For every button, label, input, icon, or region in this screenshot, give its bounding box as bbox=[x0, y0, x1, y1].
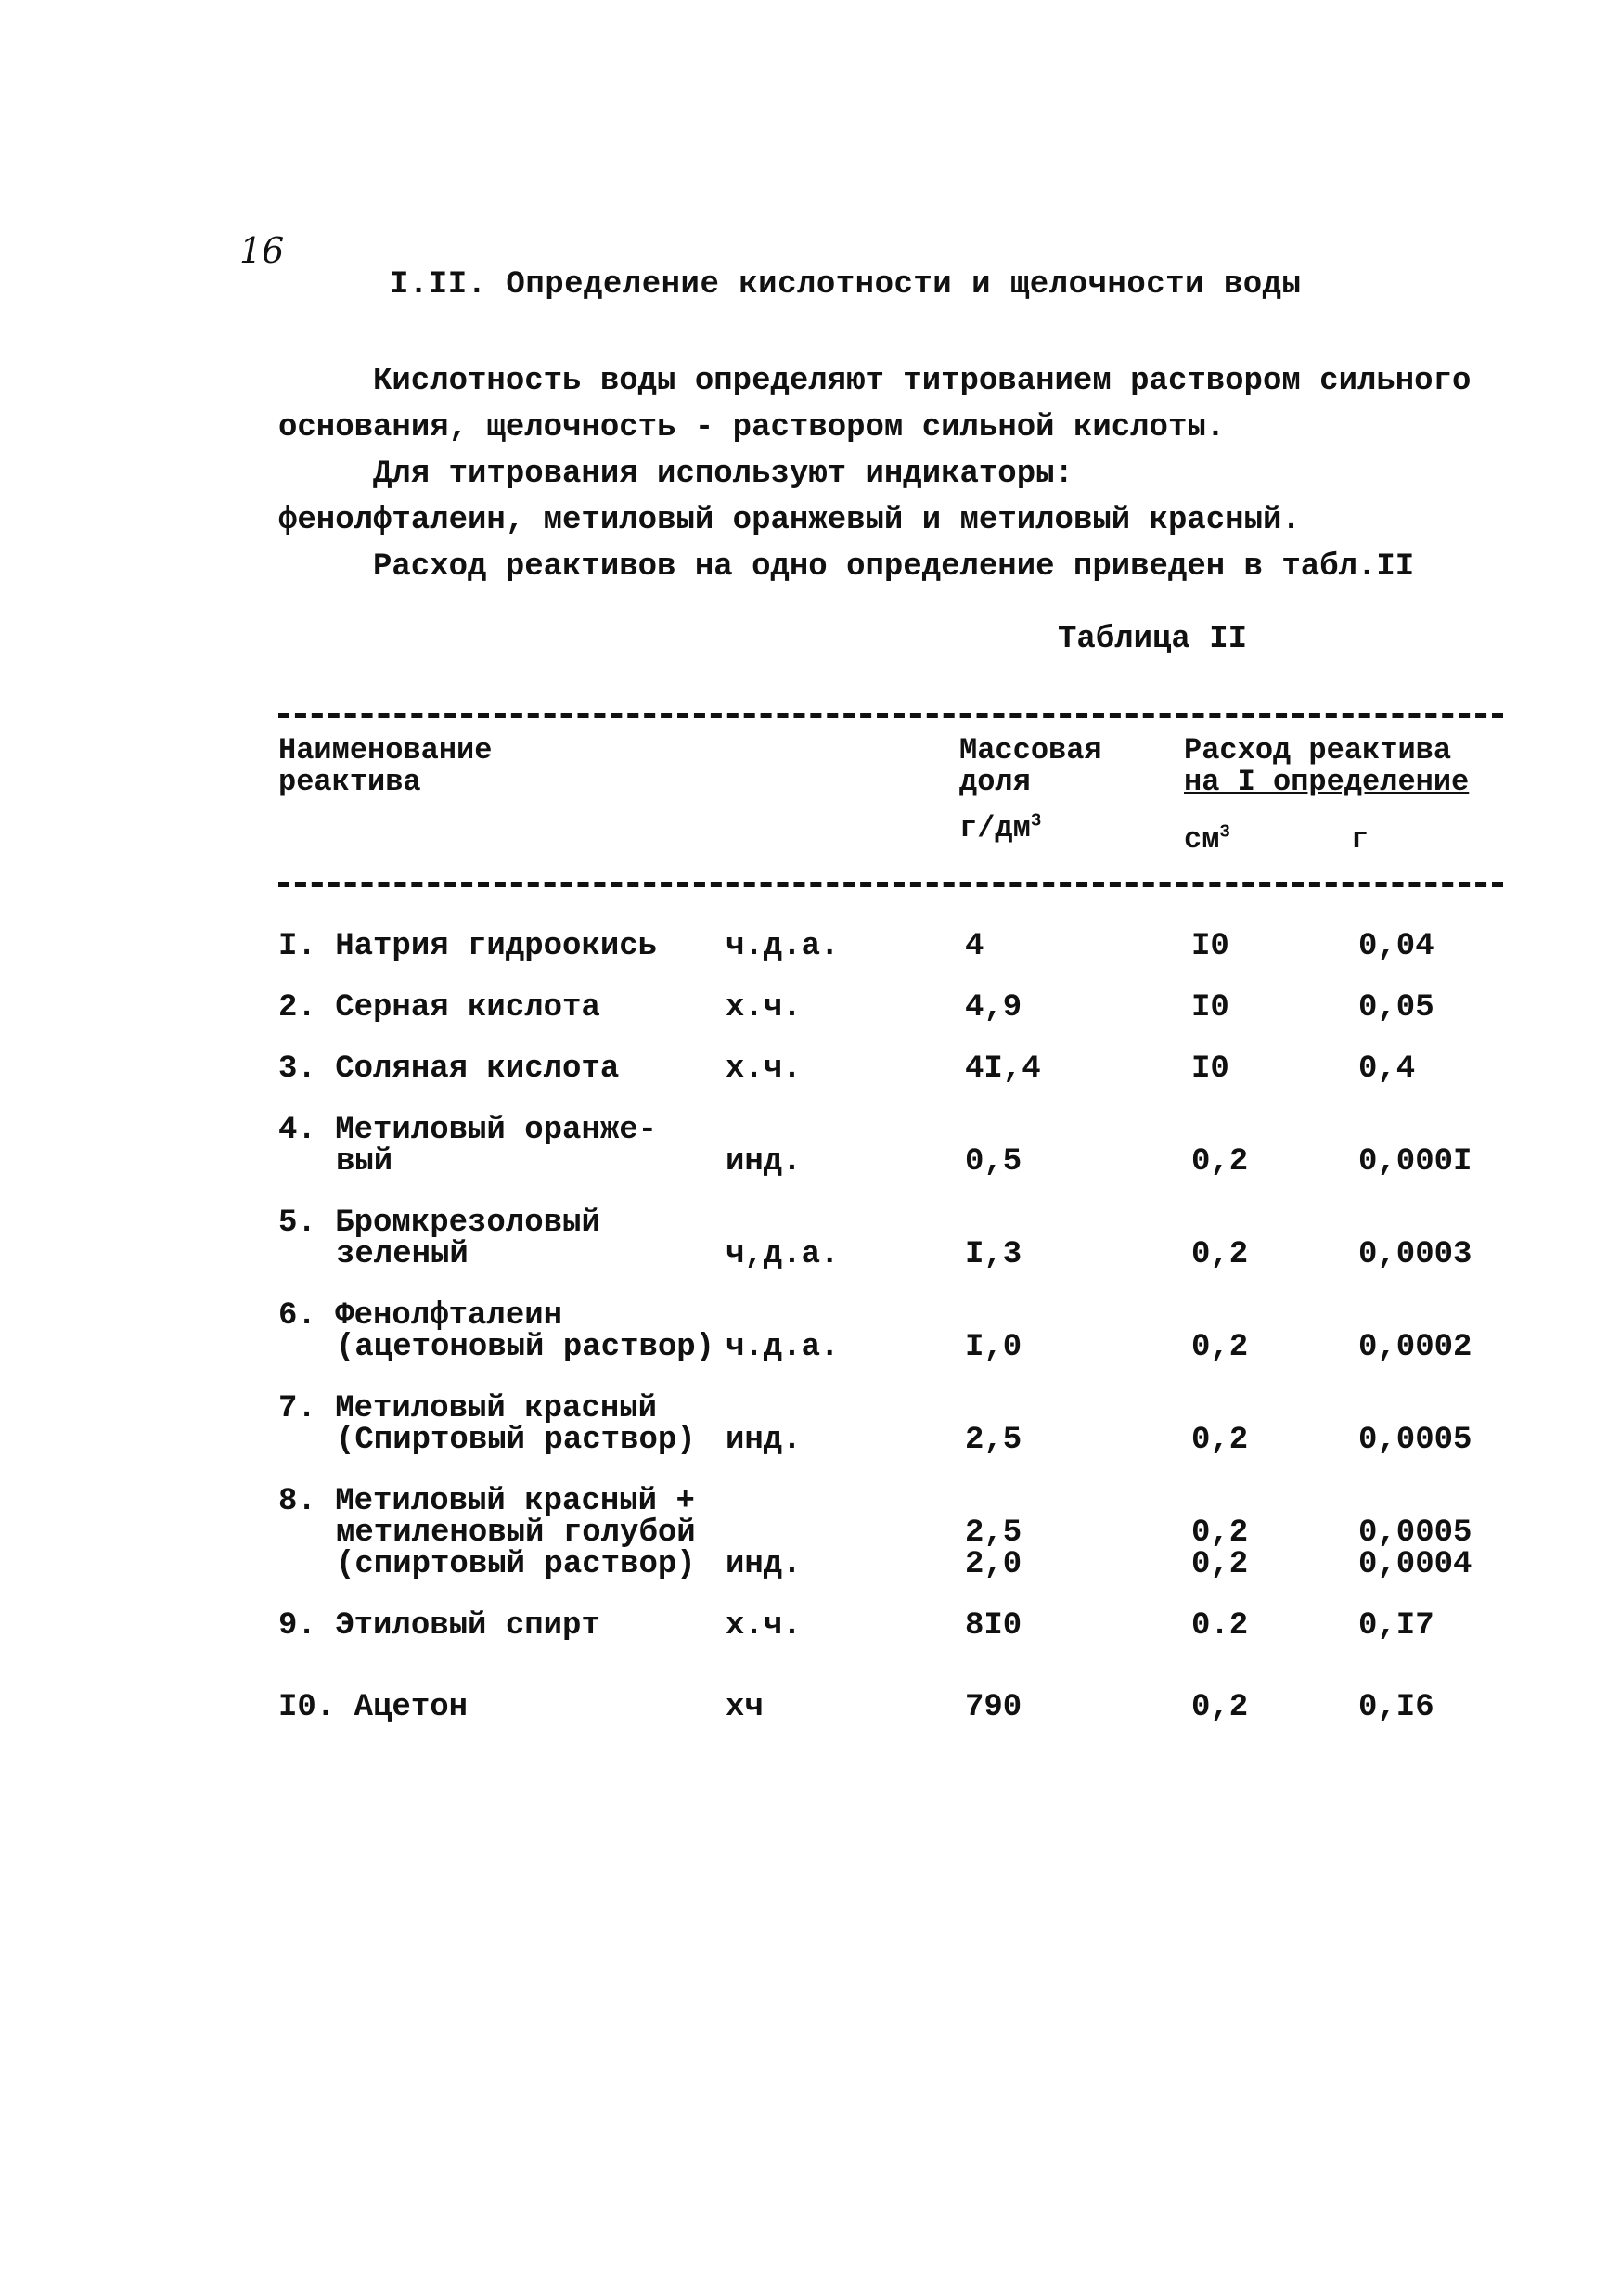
header-mass-line1: Массовая bbox=[959, 733, 1102, 767]
row-g: 0,000I bbox=[1358, 1144, 1472, 1180]
row-name-continuation: метиленовый голубой bbox=[336, 1516, 696, 1551]
row-mass: 790 bbox=[965, 1690, 1022, 1725]
header-name-line1: Наименование bbox=[278, 733, 493, 767]
paragraph-line: Расход реактивов на одно определение приведен в табл.II bbox=[373, 549, 1415, 585]
paragraph-line: фенолфталеин, метиловый оранжевый и метиловый красный. bbox=[278, 503, 1301, 538]
header-consumption-line1: Расход реактива bbox=[1184, 733, 1452, 767]
row-g: 0,0005 bbox=[1358, 1423, 1472, 1458]
row-mass: 4 bbox=[965, 929, 984, 964]
row-grade: х.ч. bbox=[726, 1608, 802, 1644]
row-cm3: 0,2 bbox=[1191, 1690, 1249, 1725]
row-cm3: I0 bbox=[1191, 990, 1229, 1025]
row-name: 9. Этиловый спирт bbox=[278, 1608, 600, 1644]
row-g: 0,05 bbox=[1358, 990, 1434, 1025]
row-cm3: 0,2 bbox=[1191, 1330, 1249, 1365]
row-cm3: 0.2 bbox=[1191, 1608, 1249, 1644]
row-cm3: I0 bbox=[1191, 929, 1229, 964]
row-grade: инд. bbox=[726, 1423, 802, 1458]
row-grade: ч.д.а. bbox=[726, 1330, 840, 1365]
row-name: I0. Ацетон bbox=[278, 1690, 469, 1725]
row-name-continuation: (ацетоновый раствор) bbox=[336, 1330, 715, 1365]
row-grade: инд. bbox=[726, 1547, 802, 1582]
row-cm3: 0,2 bbox=[1191, 1516, 1249, 1551]
paragraph-line: основания, щелочность - раствором сильной кислоты. bbox=[278, 410, 1226, 445]
header-mass-unit: $г/дм^3$ bbox=[959, 810, 1042, 845]
row-cm3: 0,2 bbox=[1191, 1423, 1249, 1458]
row-cm3: 0,2 bbox=[1191, 1237, 1249, 1272]
row-name: 3. Соляная кислота bbox=[278, 1051, 620, 1087]
row-name: 2. Серная кислота bbox=[278, 990, 600, 1025]
row-mass: I,3 bbox=[965, 1237, 1022, 1272]
row-mass: 2,0 bbox=[965, 1547, 1022, 1582]
paragraph-line: Кислотность воды определяют титрованием раствором сильного bbox=[373, 364, 1472, 399]
row-g: 0,I6 bbox=[1358, 1690, 1434, 1725]
table-caption: Таблица II bbox=[1058, 622, 1248, 657]
row-grade: ч.д.а. bbox=[726, 929, 840, 964]
header-cm3-unit: $см^3$ bbox=[1184, 821, 1230, 857]
row-name: 6. Фенолфталеин bbox=[278, 1298, 563, 1334]
row-mass: 8I0 bbox=[965, 1608, 1022, 1644]
header-name-line2: реактива bbox=[278, 765, 421, 799]
row-g: 0,0004 bbox=[1358, 1547, 1472, 1582]
row-name-continuation: вый bbox=[336, 1144, 393, 1180]
row-name-continuation: зеленый bbox=[336, 1237, 469, 1272]
header-consumption-line2: на I определение bbox=[1184, 765, 1470, 799]
header-g-unit: г bbox=[1351, 822, 1369, 857]
row-grade: ч,д.а. bbox=[726, 1237, 840, 1272]
row-mass: 2,5 bbox=[965, 1423, 1022, 1458]
row-mass: I,0 bbox=[965, 1330, 1022, 1365]
row-name-continuation: (Спиртовый раствор) bbox=[336, 1423, 696, 1458]
row-name: 4. Метиловый оранже- bbox=[278, 1113, 658, 1148]
row-cm3: 0,2 bbox=[1191, 1547, 1249, 1582]
row-g: 0,0005 bbox=[1358, 1516, 1472, 1551]
row-grade: х.ч. bbox=[726, 1051, 802, 1087]
row-mass: 4I,4 bbox=[965, 1051, 1041, 1087]
row-g: 0,0003 bbox=[1358, 1237, 1472, 1272]
row-mass: 2,5 bbox=[965, 1516, 1022, 1551]
row-grade: х.ч. bbox=[726, 990, 802, 1025]
paragraph-line: Для титрования используют индикаторы: bbox=[373, 457, 1074, 492]
row-name: 7. Метиловый красный bbox=[278, 1391, 658, 1426]
row-name: 8. Метиловый красный + bbox=[278, 1484, 695, 1519]
row-g: 0,0002 bbox=[1358, 1330, 1472, 1365]
row-g: 0,4 bbox=[1358, 1051, 1416, 1087]
header-mass-line2: доля bbox=[959, 765, 1031, 799]
row-g: 0,04 bbox=[1358, 929, 1434, 964]
page-number: 16 bbox=[239, 230, 285, 271]
row-name: 5. Бромкрезоловый bbox=[278, 1206, 600, 1241]
section-heading: I.II. Определение кислотности и щелочности воды bbox=[390, 267, 1302, 303]
row-cm3: 0,2 bbox=[1191, 1144, 1249, 1180]
row-mass: 0,5 bbox=[965, 1144, 1022, 1180]
row-name-continuation: (спиртовый раствор) bbox=[336, 1547, 696, 1582]
row-grade: хч bbox=[726, 1690, 764, 1725]
row-grade: инд. bbox=[726, 1144, 802, 1180]
row-g: 0,I7 bbox=[1358, 1608, 1434, 1644]
row-name: I. Натрия гидроокись bbox=[278, 929, 658, 964]
row-cm3: I0 bbox=[1191, 1051, 1229, 1087]
row-mass: 4,9 bbox=[965, 990, 1022, 1025]
table-top-rule bbox=[278, 713, 1503, 718]
table-header-rule bbox=[278, 882, 1503, 887]
